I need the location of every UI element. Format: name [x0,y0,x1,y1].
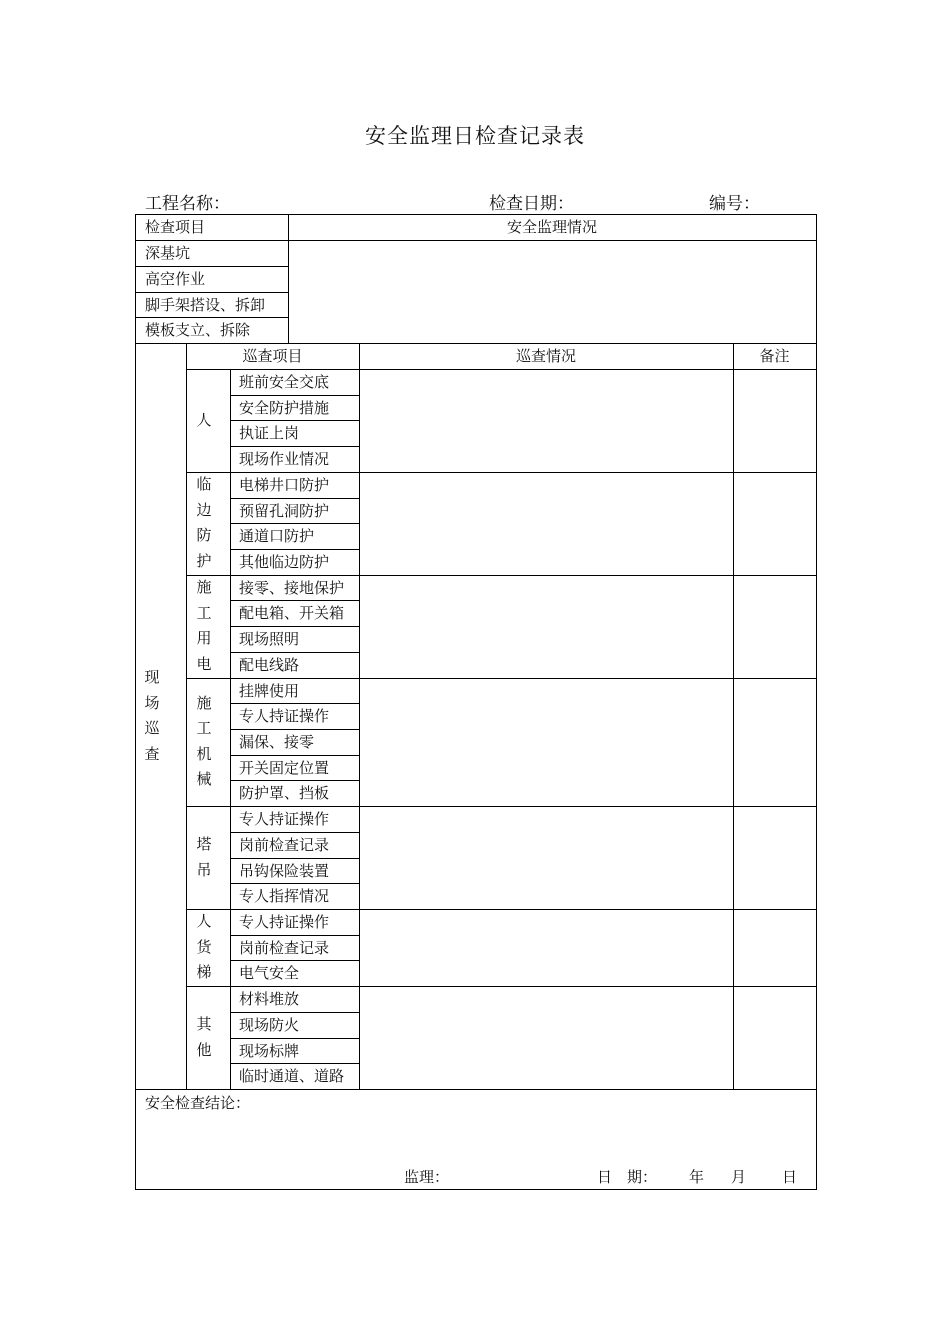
patrol-item-label: 配电箱、开关箱 [239,604,345,623]
patrol-item-label: 临时通道、道路 [239,1067,345,1086]
page-title: 安全监理日检查记录表 [365,124,585,148]
table-rule [359,343,360,1090]
table-rule [816,214,817,1190]
patrol-item-label: 现场标牌 [239,1041,300,1060]
patrol-item-label: 电气安全 [239,964,300,983]
patrol-item-label: 专人持证操作 [239,707,330,726]
patrol-group-label: 人 货 梯 [196,912,212,982]
patrol-item-label: 岗前检查记录 [239,835,330,854]
patrol-item-label: 岗前检查记录 [239,938,330,957]
sign-date-label: 日 期： [597,1168,658,1186]
check-date-label: 检查日期： [489,194,574,214]
patrol-group-label: 人 [196,410,212,429]
supervisor-label: 监理： [404,1168,450,1186]
col-header-remark: 备注 [759,347,790,365]
check-item-label: 脚手架搭设、拆卸 [145,296,266,314]
col-header-patrol-status: 巡查情况 [515,347,576,365]
sign-day-label: 日 [782,1168,798,1186]
patrol-item-label: 现场照明 [239,630,300,649]
patrol-item-label: 班前安全交底 [239,373,330,391]
patrol-item-label: 材料堆放 [239,990,300,1009]
patrol-group-label: 施 工 机 械 [196,693,212,789]
table-rule [135,1189,817,1190]
table-rule [135,214,136,1190]
number-label: 编号： [709,194,760,214]
patrol-item-label: 防护罩、挡板 [239,784,330,803]
patrol-item-label: 安全防护措施 [239,398,330,417]
patrol-item-label: 开关固定位置 [239,758,330,777]
col-header-supervision-status: 安全监理情况 [506,218,597,236]
patrol-group-label: 施 工 用 电 [196,578,212,673]
patrol-item-label: 电梯井口防护 [239,475,330,494]
table-rule [135,240,817,241]
patrol-item-label: 通道口防护 [239,527,315,546]
patrol-item-label: 漏保、接零 [239,733,315,751]
patrol-item-label: 预留孔洞防护 [239,501,330,520]
patrol-item-label: 吊钩保险装置 [239,861,330,880]
project-name-label: 工程名称： [145,194,230,214]
section-label-site-patrol: 现 场 巡 查 [144,668,160,763]
table-rule [733,343,734,1090]
patrol-item-label: 配电线路 [239,655,300,674]
patrol-group-label: 塔 吊 [196,835,212,879]
col-header-patrol-item: 巡查项目 [242,347,303,365]
table-rule [135,1089,817,1090]
patrol-item-label: 其他临边防护 [239,553,330,571]
patrol-item-label: 执证上岗 [239,424,300,443]
patrol-group-label: 其 他 [196,1015,212,1059]
col-header-check-item: 检查项目 [145,218,206,236]
sign-month-label: 月 [731,1168,747,1186]
table-rule [186,343,187,1090]
patrol-group-label: 临 边 防 护 [196,475,212,570]
patrol-item-label: 专人持证操作 [239,810,330,829]
conclusion-label: 安全检查结论： [145,1094,251,1112]
patrol-item-label: 挂牌使用 [239,681,300,700]
patrol-item-label: 接零、接地保护 [239,578,345,597]
check-item-label: 模板支立、拆除 [145,321,251,339]
check-item-label: 深基坑 [145,244,191,262]
sign-year-label: 年 [689,1168,705,1186]
patrol-item-label: 专人持证操作 [239,913,330,931]
patrol-item-label: 现场作业情况 [239,450,330,469]
patrol-item-label: 现场防火 [239,1015,300,1034]
check-item-label: 高空作业 [145,270,206,288]
patrol-item-label: 专人指挥情况 [239,887,330,906]
